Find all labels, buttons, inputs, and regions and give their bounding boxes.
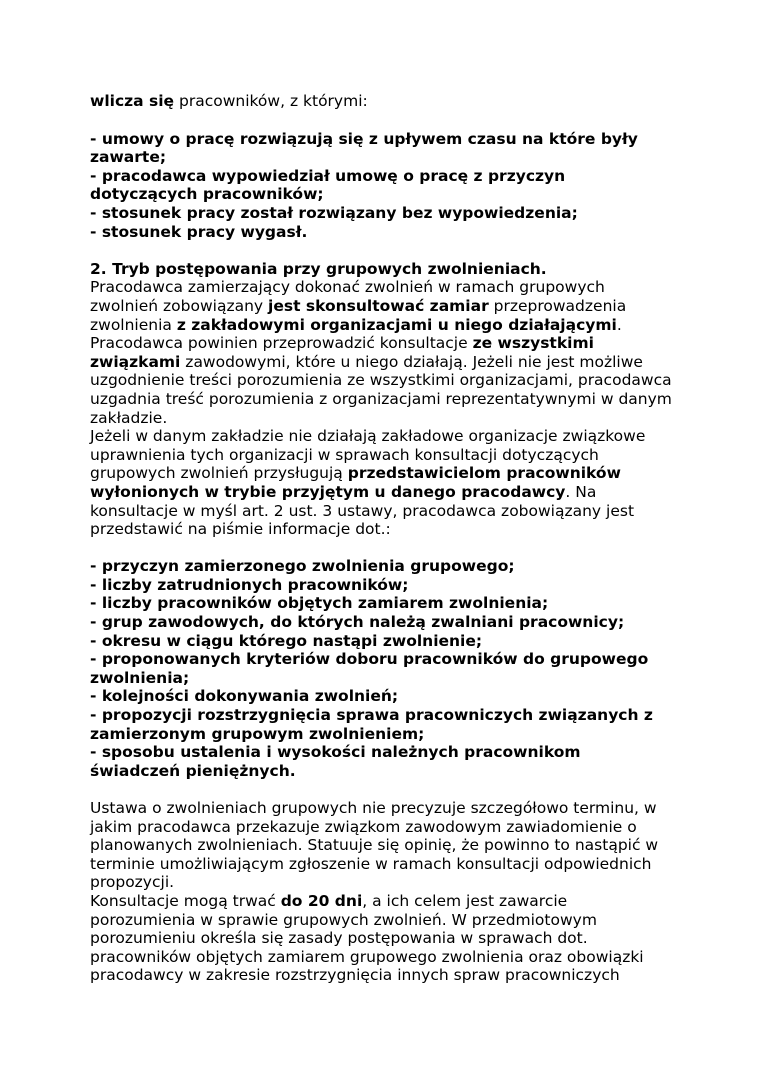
paragraph-line: propozycji. bbox=[90, 873, 175, 891]
info-item: - proponowanych kryteriów doboru pracowników do grupowego bbox=[90, 650, 649, 668]
section-heading: 2. Tryb postępowania przy grupowych zwolnieniach. bbox=[90, 260, 547, 278]
paragraph-line: Ustawa o zwolnieniach grupowych nie precyzuje szczegółowo terminu, w bbox=[90, 799, 657, 817]
info-item: - grup zawodowych, do których należą zwalniani pracownicy; bbox=[90, 613, 625, 631]
paragraph-line: pracodawcy w zakresie rozstrzygnięcia innych spraw pracowniczych bbox=[90, 966, 620, 984]
info-item: zamierzonym grupowym zwolnieniem; bbox=[90, 725, 425, 743]
condition-item: - pracodawca wypowiedział umowę o pracę z przyczyn bbox=[90, 167, 566, 185]
paragraph-line: zwolnień zobowiązany jest skonsultować zamiar przeprowadzenia bbox=[90, 297, 627, 315]
info-item: - liczby pracowników objętych zamiarem zwolnienia; bbox=[90, 594, 549, 612]
condition-item: - umowy o pracę rozwiązują się z upływem czasu na które były bbox=[90, 130, 638, 148]
info-item: - sposobu ustalenia i wysokości należnych pracownikom bbox=[90, 743, 581, 761]
paragraph-line: Konsultacje mogą trwać do 20 dni, a ich celem jest zawarcie bbox=[90, 892, 568, 910]
paragraph-line: porozumieniu określa się zasady postępowania w sprawach dot. bbox=[90, 929, 588, 947]
info-item: - liczby zatrudnionych pracowników; bbox=[90, 576, 409, 594]
paragraph-line: zwolnienia z zakładowymi organizacjami u niego działającymi. bbox=[90, 316, 622, 334]
condition-item: - stosunek pracy został rozwiązany bez wypowiedzenia; bbox=[90, 204, 578, 222]
paragraph-line: zakładzie. bbox=[90, 409, 168, 427]
paragraph-line: terminie umożliwiającym zgłoszenie w ramach konsultacji odpowiednich bbox=[90, 855, 652, 873]
paragraph-line: uzgadnia treść porozumienia z organizacjami reprezentatywnymi w danym bbox=[90, 390, 672, 408]
paragraph-line: Pracodawca zamierzający dokonać zwolnień w ramach grupowych bbox=[90, 278, 605, 296]
paragraph-line: konsultacje w myśl art. 2 ust. 3 ustawy, pracodawca zobowiązany jest bbox=[90, 502, 635, 520]
paragraph-line: Jeżeli w danym zakładzie nie działają zakładowe organizacje związkowe bbox=[90, 427, 646, 445]
paragraph-line: przedstawić na piśmie informacje dot.: bbox=[90, 520, 391, 538]
condition-item: zawarte; bbox=[90, 148, 167, 166]
paragraph-line: porozumienia w sprawie grupowych zwolnień. W przedmiotowym bbox=[90, 911, 597, 929]
paragraph-line: jakim pracodawca przekazuje związkom zawodowym zawiadomienie o bbox=[90, 818, 637, 836]
condition-item: - stosunek pracy wygasł. bbox=[90, 223, 308, 241]
paragraph-line: pracowników objętych zamiarem grupowego zwolnienia oraz obowiązki bbox=[90, 948, 644, 966]
info-item: - przyczyn zamierzonego zwolnienia grupowego; bbox=[90, 557, 515, 575]
info-item: zwolnienia; bbox=[90, 669, 190, 687]
condition-item: dotyczących pracowników; bbox=[90, 185, 324, 203]
paragraph-line: grupowych zwolnień przysługują przedstawicielom pracowników bbox=[90, 464, 621, 482]
info-item: - okresu w ciągu którego nastąpi zwolnienie; bbox=[90, 632, 483, 650]
info-item: świadczeń pieniężnych. bbox=[90, 762, 296, 780]
paragraph-line: planowanych zwolnieniach. Statuuje się opinię, że powinno to nastąpić w bbox=[90, 836, 659, 854]
paragraph-line: uzgodnienie treści porozumienia ze wszystkimi organizacjami, pracodawca bbox=[90, 371, 672, 389]
info-item: - kolejności dokonywania zwolnień; bbox=[90, 687, 399, 705]
paragraph-line: uprawnienia tych organizacji w sprawach konsultacji dotyczących bbox=[90, 446, 599, 464]
info-item: - propozycji rozstrzygnięcia sprawa pracowniczych związanych z bbox=[90, 706, 653, 724]
intro-line: wlicza się pracowników, z którymi: bbox=[90, 92, 368, 110]
paragraph-line: związkami zawodowymi, które u niego działają. Jeżeli nie jest możliwe bbox=[90, 353, 643, 371]
paragraph-line: wyłonionych w trybie przyjętym u danego pracodawcy. Na bbox=[90, 483, 597, 501]
paragraph-line: Pracodawca powinien przeprowadzić konsultacje ze wszystkimi bbox=[90, 334, 594, 352]
